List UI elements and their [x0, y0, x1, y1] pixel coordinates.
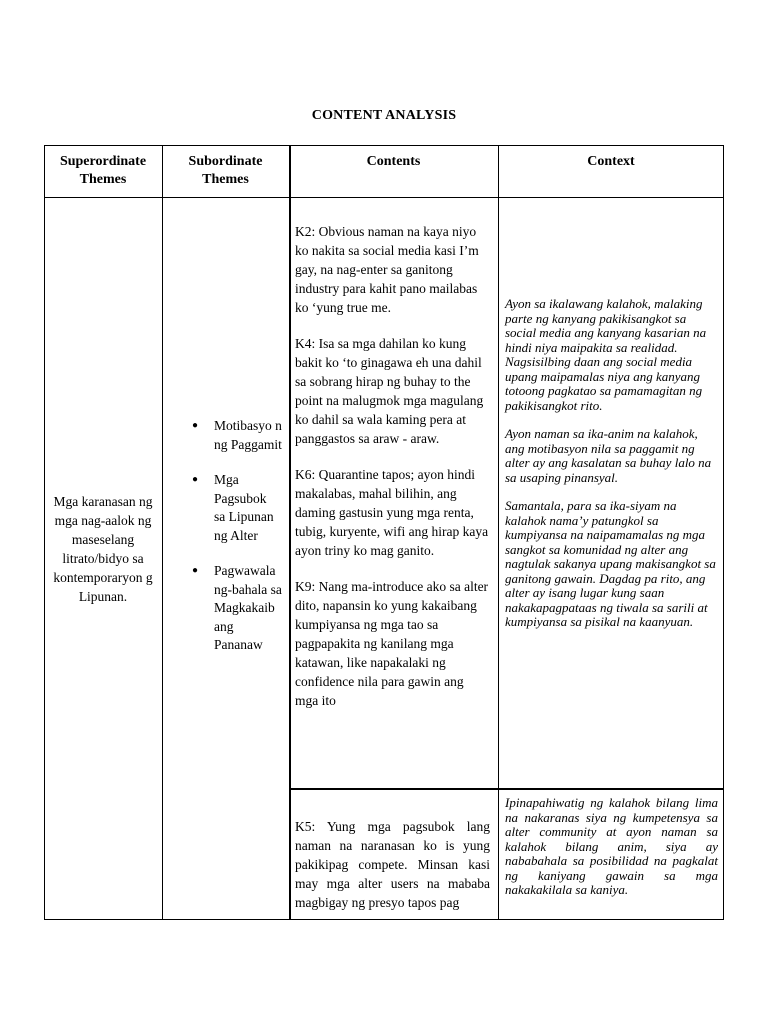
document-title: CONTENT ANALYSIS	[311, 108, 457, 123]
context-k5-k6: Ipinapahiwatig ng kalahok bilang lima na nakaranas siya ng kumpetensya sa alter community at ayon naman sa kalahok bilang anim, siya ay nababahala sa posibilidad na pagkalat ng kaniyang gawain sa mga nakakakilala sa kaniya.	[505, 795, 718, 897]
contents-cell-row1	[289, 222, 498, 727]
content-analysis-table	[44, 145, 724, 920]
table-border-bottom	[44, 919, 724, 920]
quote-k5: K5: Yung mga pagsubok lang naman na naranasan ko is yung pakikipag compete. Minsan kasi may mga alter users na mababa magbigay ng presyo tapos pag	[295, 819, 490, 910]
context-k9: Samantala, para sa ika-siyam na kalahok nama’y patungkol sa kumpiyansa na naipamamalas ng mga sangkot sa komunidad ng alter ang nagtulak sakanya upang makisangkot sa ganitong gawain. Dagdag pa rito, ang alter ay isang lugar kung saan nakakapagpataas ng tiwala sa sarili at kumpiyansa sa pisikal na kaanyuan.	[505, 498, 716, 629]
quote-k2: K2: Obvious naman na kaya niyo ko nakita sa social media kasi I’m gay, na nag-enter sa ganitong industry para kahit pano mailabas ko ‘yung true me.	[295, 224, 479, 315]
contents-cell-row2	[289, 817, 498, 917]
row-divider	[289, 788, 724, 790]
context-cell-row2	[498, 796, 724, 898]
quote-k6: K6: Quarantine tapos; ayon hindi makalabas, mahal bilihin, ang daming gastusin yung mga renta, tubig, kuryente, wifi ang hirap kaya ayon triny ko mag ganito.	[295, 467, 489, 558]
subordinate-theme-item: ● Pagwawala ng-bahala sa Magkakaib ang Pananaw	[162, 562, 289, 655]
header-subordinate: Subordinate Themes	[188, 154, 263, 187]
header-contents: Contents	[366, 154, 421, 169]
table-border-top	[44, 145, 724, 146]
header-superordinate: Superordinate Themes	[59, 154, 147, 187]
subordinate-theme-item: ● Motibasyo n ng Paggamit	[162, 417, 289, 454]
context-k6: Ayon naman sa ika-anim na kalahok, ang motibasyon nila sa paggamit ng alter ay ang kasalatan sa buhay lalo na sa usaping pinansyal.	[505, 426, 712, 485]
context-k2: Ayon sa ikalawang kalahok, malaking parte ng kanyang pakikisangkot sa social media ang kanyang kasarian na hindi niya maipakita sa realidad. Nagsisilbing daan ang social media upang maipamalas niya ang kanyang totoong pagkatao sa pamamagitan ng pakikisangkot rito.	[505, 296, 707, 413]
quote-k9: K9: Nang ma-introduce ako sa alter dito, napansin ko yung kakaibang kumpiyansa ng mga tao sa pagpapakita ng kanilang mga katawan, like napakalaki ng confidence nila para gawin ang mga ito	[295, 579, 489, 708]
subordinate-themes-cell	[162, 417, 289, 672]
subordinate-themes-list	[162, 417, 289, 655]
header-divider	[44, 197, 724, 198]
superordinate-theme: Mga karanasan ng mga nag-aalok ng maseselang litrato/bidyo sa kontemporaryon g Lipunan.	[53, 494, 153, 604]
quote-k4: K4: Isa sa mga dahilan ko kung bakit ko ‘to ginagawa eh una dahil sa sobrang hirap ng buhay to the point na malugmok mga magulang ko dahil sa wala kaming pera at panggastos sa araw - araw.	[295, 336, 484, 446]
context-cell-row1	[498, 297, 724, 644]
subordinate-theme-item: ● Mga Pagsubok sa Lipunan ng Alter	[162, 471, 289, 545]
header-context: Context	[587, 154, 635, 169]
